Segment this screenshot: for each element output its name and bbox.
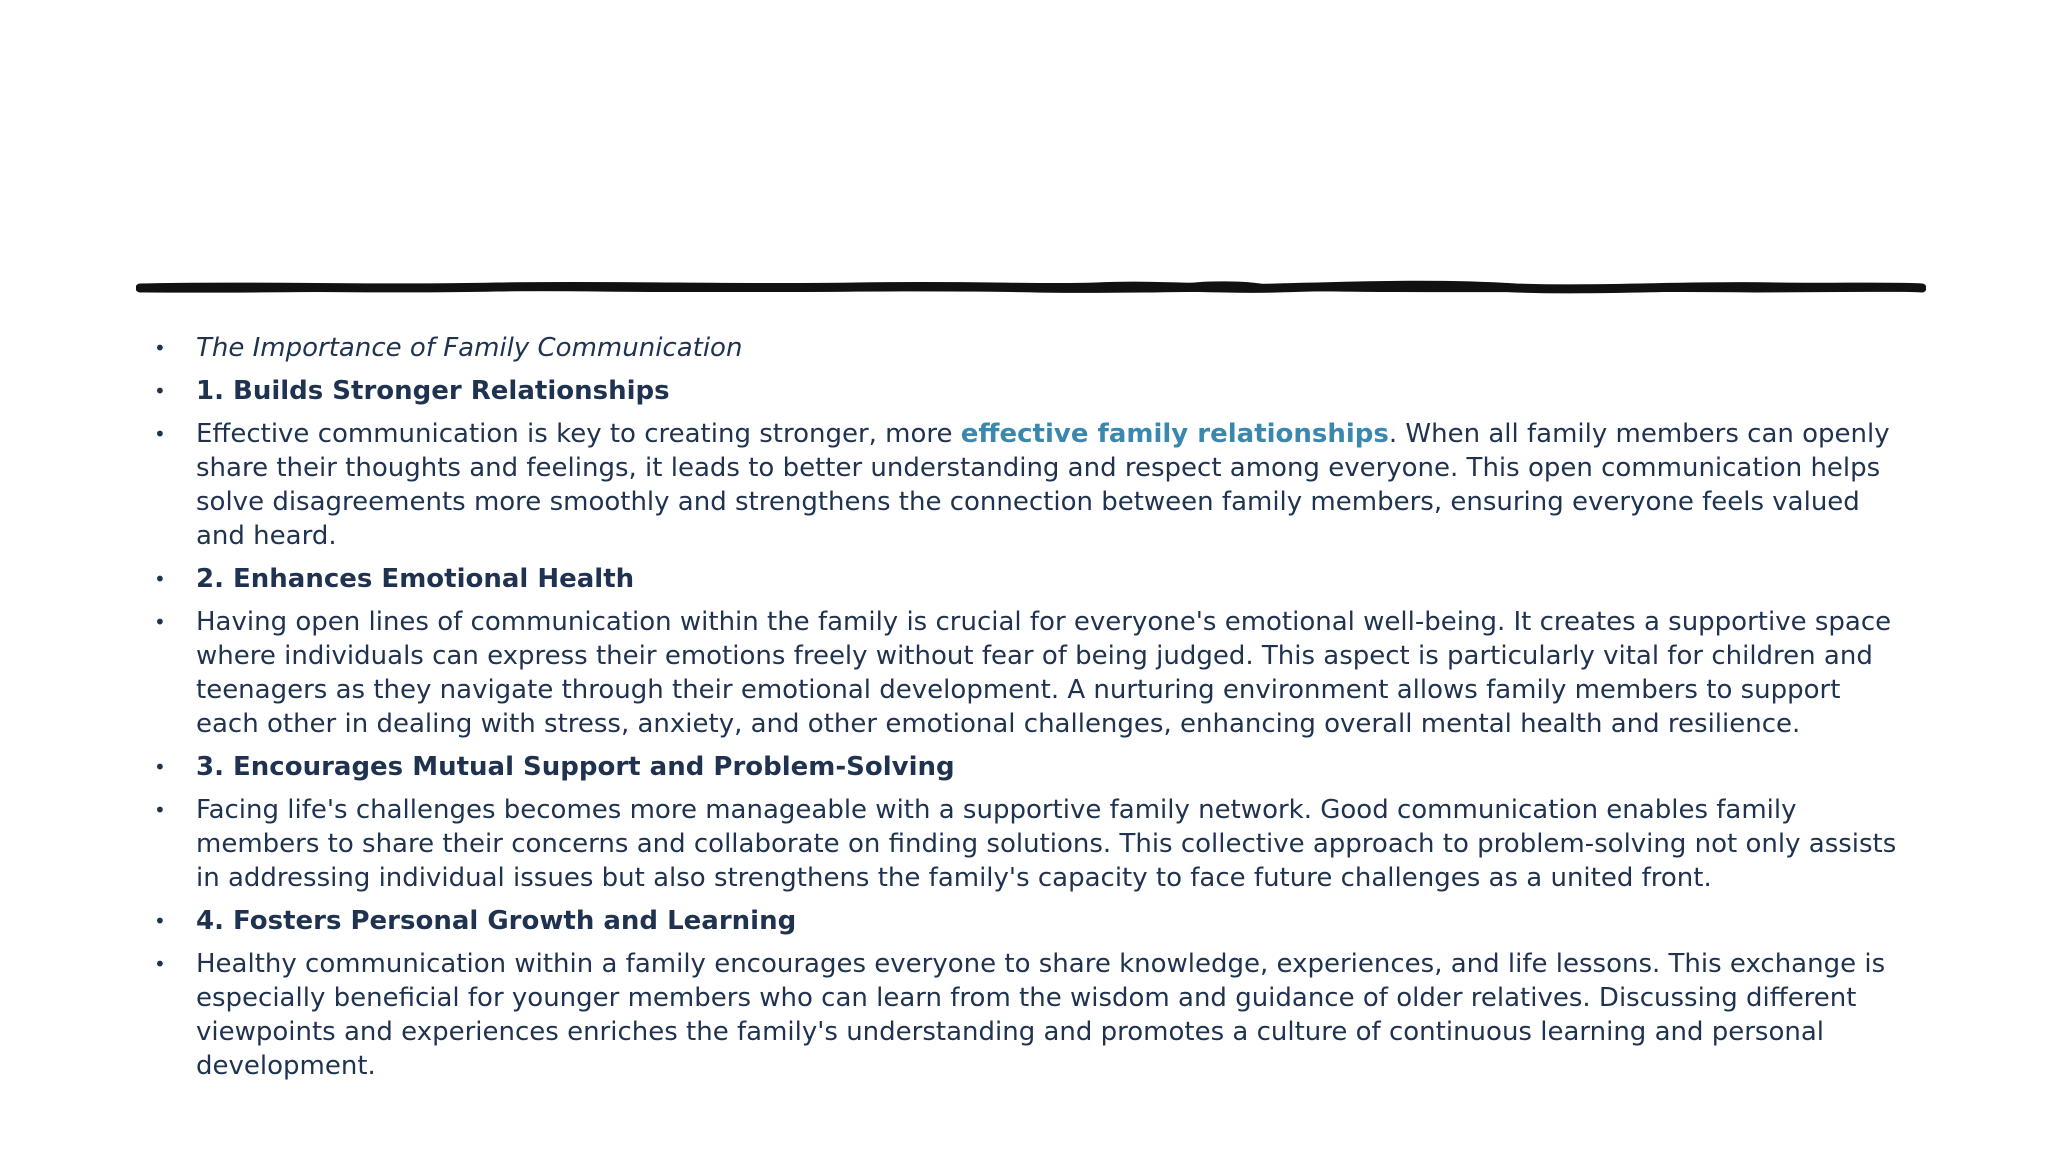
section-paragraph: Facing life's challenges becomes more manageable with a supportive family network. Good communication enables family members to share their concerns and collaborate on finding solutions. This collective approach to problem-solving not only assists in addressing individual issues but also strengthens the family's capacity to face future challenges as a united front. [196, 795, 1897, 893]
bullet-icon: • [154, 755, 166, 779]
list-item-paragraph-1 [150, 417, 1900, 553]
family-relationships-link[interactable]: effective family relationships [960, 419, 1389, 449]
bullet-icon: • [154, 422, 166, 446]
section-paragraph: Having open lines of communication within the family is crucial for everyone's emotional well-being. It creates a supportive space where individuals can express their emotions freely without fear of being judged. This aspect is particularly vital for children and teenagers as they navigate through their emotional development. A nurturing environment allows family members to support each other in dealing with stress, anxiety, and other emotional challenges, enhancing overall mental health and resilience. [196, 607, 1892, 739]
section-paragraph [196, 419, 1890, 551]
bullet-icon: • [154, 798, 166, 822]
list-item-heading-4 [150, 904, 1900, 938]
paragraph-text: Effective communication is key to creating stronger, more [196, 419, 961, 449]
list-item-heading-3 [150, 750, 1900, 784]
bullet-icon: • [154, 567, 166, 591]
list-item-title [150, 331, 1900, 365]
section-paragraph: Healthy communication within a family encourages everyone to share knowledge, experiences, and life lessons. This exchange is especially beneficial for younger members who can learn from the wisdom and guidance of older relatives. Discussing different viewpoints and experiences enriches the family's understanding and promotes a culture of continuous learning and personal development. [196, 949, 1886, 1081]
list-item-paragraph-2 [150, 605, 1900, 741]
section-heading: 2. Enhances Emotional Health [196, 564, 635, 594]
list-item-heading-2 [150, 562, 1900, 596]
section-heading: 1. Builds Stronger Relationships [196, 376, 670, 406]
list-item-paragraph-3 [150, 793, 1900, 895]
bullet-icon: • [154, 952, 166, 976]
section-heading: 4. Fosters Personal Growth and Learning [196, 906, 797, 936]
list-item-paragraph-4 [150, 947, 1900, 1083]
bullet-icon: • [154, 379, 166, 403]
bullet-icon: • [154, 909, 166, 933]
paragraph-text: . When all family members can openly share their thoughts and feelings, it leads to better understanding and respect among everyone. This open communication helps solve disagreements more smoothly and strengthens the connection between family members, ensuring everyone feels valued and heard. [196, 419, 1890, 551]
brush-stroke-graphic [136, 276, 1926, 300]
section-heading: 3. Encourages Mutual Support and Problem-Solving [196, 752, 955, 782]
list-item-heading-1 [150, 374, 1900, 408]
document-title: The Importance of Family Communication [196, 333, 743, 363]
bullet-icon: • [154, 610, 166, 634]
bullet-list [150, 331, 1900, 1092]
bullet-icon: • [154, 336, 166, 360]
brush-stroke-divider [136, 276, 1926, 300]
